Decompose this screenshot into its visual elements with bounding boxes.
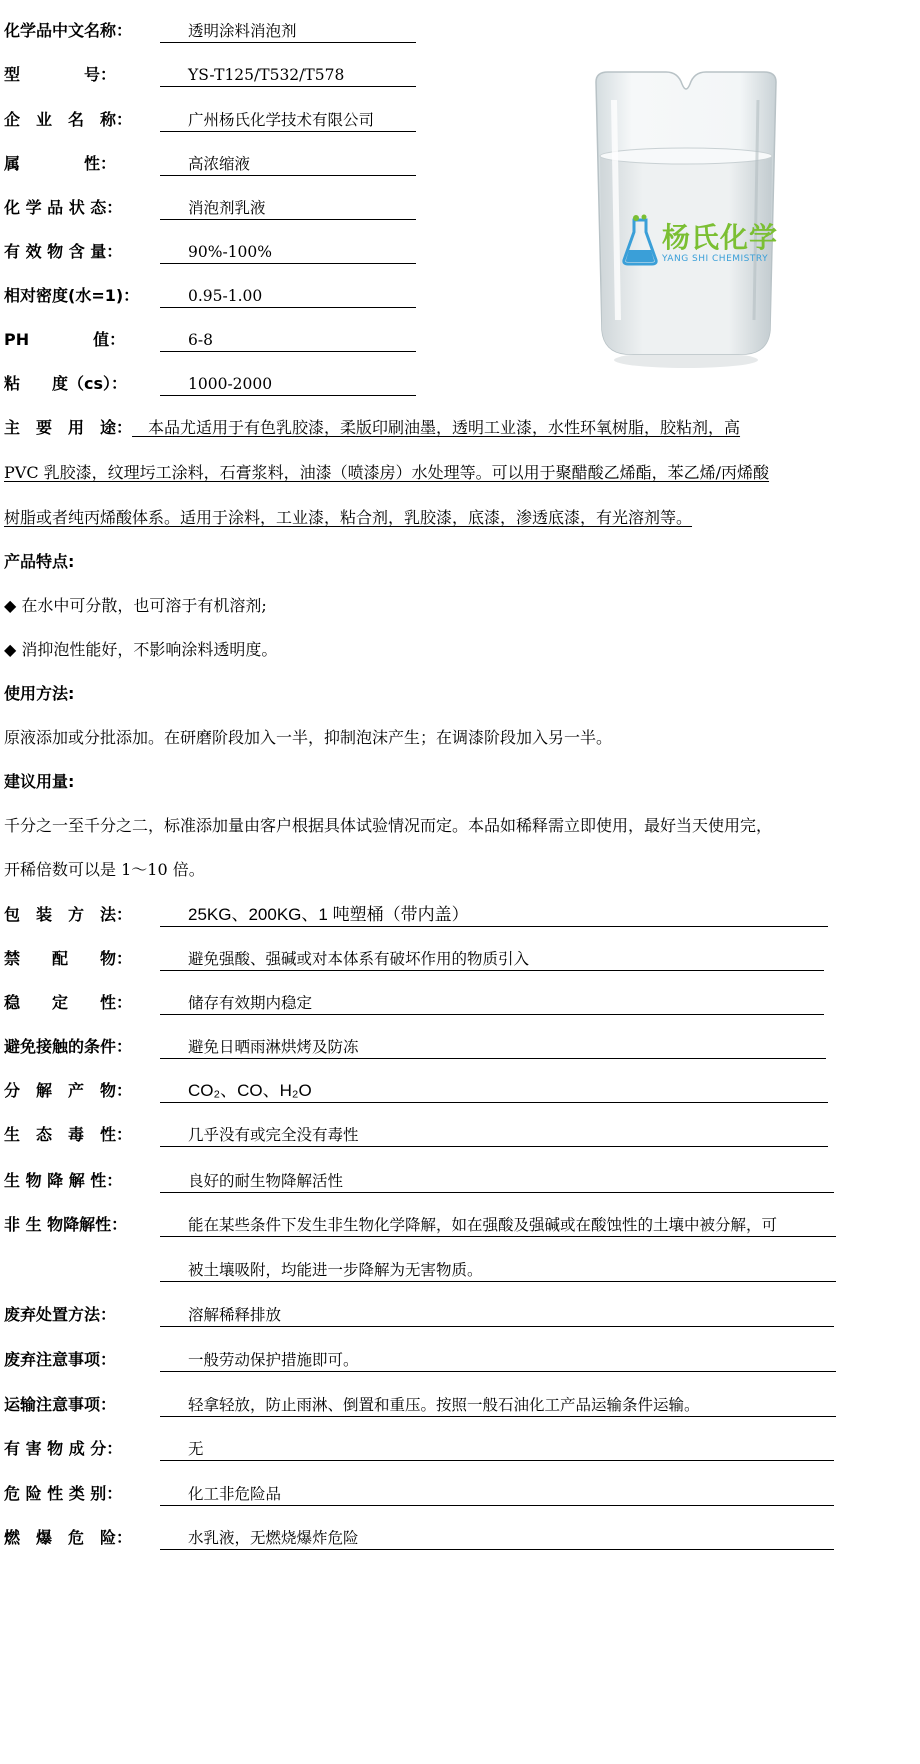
- usage-label: 主 要 用 途：: [4, 418, 133, 437]
- feature-text: 在水中可分散，也可溶于有机溶剂;: [21, 596, 267, 615]
- field-value: 无: [160, 1439, 834, 1461]
- field-value: 广州杨氏化学技术有限公司: [160, 110, 416, 132]
- feature-item: ◆ 消抑泡性能好，不影响涂料透明度。: [4, 640, 278, 659]
- field-value: 25KG、200KG、1 吨塑桶（带内盖）: [160, 905, 828, 927]
- brand-logo: [622, 212, 782, 272]
- field-value: 避免日晒雨淋烘烤及防冻: [160, 1037, 826, 1059]
- field-label: 分 解 产 物：: [4, 1081, 133, 1100]
- field-value: 消泡剂乳液: [160, 198, 416, 220]
- field-value: 一般劳动保护措施即可。: [160, 1350, 836, 1372]
- field-value: 水乳液，无燃烧爆炸危险: [160, 1528, 834, 1550]
- field-value: 高浓缩液: [160, 154, 416, 176]
- field-value: 1000-2000: [160, 374, 416, 396]
- field-value: 溶解稀释排放: [160, 1305, 834, 1327]
- row-active-content: [4, 242, 273, 262]
- logo-name: 杨氏化学: [662, 221, 779, 254]
- field-label: 废弃处置方法：: [4, 1305, 117, 1324]
- row-hazard-class: [4, 1484, 282, 1504]
- row-disposal: [4, 1305, 282, 1325]
- field-label: 粘 度（cs）：: [4, 374, 128, 393]
- usage-line-1: [4, 418, 740, 438]
- field-label: 包 装 方 法：: [4, 905, 133, 924]
- method-title: 使用方法:: [4, 684, 75, 703]
- row-ecotoxicity: [4, 1125, 359, 1145]
- field-label: 化 学 品 状 态：: [4, 198, 123, 217]
- field-label: 燃 爆 危 险：: [4, 1528, 133, 1547]
- row-incompatible: [4, 949, 530, 969]
- field-label: 稳 定 性：: [4, 993, 133, 1012]
- dosage-title: 建议用量:: [4, 772, 75, 791]
- field-label: 相对密度(水=1)：: [4, 286, 140, 305]
- field-label: 化学品中文名称：: [4, 21, 133, 40]
- field-label: 避免接触的条件：: [4, 1037, 133, 1056]
- field-value: 透明涂料消泡剂: [160, 21, 416, 43]
- field-label: 生 物 降 解 性：: [4, 1171, 123, 1190]
- row-ph: [4, 330, 213, 350]
- row-company: [4, 110, 375, 130]
- field-value: 0.95-1.00: [160, 286, 416, 308]
- row-packaging: [4, 905, 469, 925]
- usage-text-2: PVC 乳胶漆，纹理圬工涂料，石膏浆料，油漆（喷漆房）水处理等。可以用于聚醋酸乙烯酯，苯乙烯/丙烯酸: [4, 463, 770, 482]
- field-label: 企 业 名 称：: [4, 110, 133, 129]
- row-disposal-notes: [4, 1350, 359, 1370]
- field-value: 良好的耐生物降解活性: [160, 1171, 834, 1193]
- row-fire-explosion: [4, 1528, 359, 1548]
- field-label: 非 生 物降解性：: [4, 1215, 128, 1234]
- feature-item: ◆ 在水中可分散，也可溶于有机溶剂;: [4, 596, 267, 615]
- row-hazardous-components: [4, 1439, 204, 1459]
- field-value: 轻拿轻放，防止雨淋、倒置和重压。按照一般石油化工产品运输条件运输。: [160, 1395, 836, 1417]
- field-value: 几乎没有或完全没有毒性: [160, 1125, 828, 1147]
- field-label: 生 态 毒 性：: [4, 1125, 133, 1144]
- field-value: 储存有效期内稳定: [160, 993, 824, 1015]
- row-property: [4, 154, 251, 174]
- row-decomposition: [4, 1081, 312, 1101]
- field-label: 型 号：: [4, 65, 117, 84]
- field-value: 化工非危险品: [160, 1484, 834, 1506]
- features-title: 产品特点:: [4, 552, 75, 571]
- method-text: 原液添加或分批添加。在研磨阶段加入一半，抑制泡沫产生；在调漆阶段加入另一半。: [4, 728, 613, 747]
- field-label: PH 值：: [4, 330, 126, 349]
- dosage-text-1: 千分之一至千分之二，标准添加量由客户根据具体试验情况而定。本品如稀释需立即使用，最好当天使用完，: [4, 816, 773, 835]
- field-label: 运输注意事项：: [4, 1395, 117, 1414]
- dosage-text-2: 开稀倍数可以是 1～10 倍。: [4, 860, 205, 879]
- usage-text-1: 本品尤适用于有色乳胶漆，柔版印刷油墨，透明工业漆，水性环氧树脂，胶粘剂，高: [132, 418, 741, 437]
- field-label: 危 险 性 类 别：: [4, 1484, 123, 1503]
- logo-subtitle: YANG SHI CHEMISTRY: [662, 254, 769, 264]
- field-value: YS-T125/T532/T578: [160, 65, 416, 87]
- row-model: [4, 65, 345, 85]
- row-density: [4, 286, 263, 306]
- usage-text-3: 树脂或者纯丙烯酸体系。适用于涂料，工业漆，粘合剂，乳胶漆，底漆，渗透底漆，有光溶剂等。: [4, 508, 693, 527]
- row-abiotic-degradation: [4, 1215, 778, 1235]
- row-biodegradability: [4, 1171, 344, 1191]
- row-viscosity: [4, 374, 273, 394]
- row-transport-notes: [4, 1395, 700, 1415]
- field-value: CO₂、CO、H₂O: [160, 1081, 828, 1103]
- field-value: 能在某些条件下发生非生物化学降解，如在强酸及强碱或在酸蚀性的土壤中被分解，可: [160, 1215, 836, 1237]
- field-value: 90%-100%: [160, 242, 416, 264]
- field-value: 6-8: [160, 330, 416, 352]
- flask-icon: [622, 214, 658, 266]
- field-value: 被土壤吸附，均能进一步降解为无害物质。: [160, 1260, 836, 1282]
- field-label: 有 害 物 成 分：: [4, 1439, 123, 1458]
- field-label: 禁 配 物：: [4, 949, 133, 968]
- row-state: [4, 198, 266, 218]
- field-label: 废弃注意事项：: [4, 1350, 117, 1369]
- feature-text: 消抑泡性能好，不影响涂料透明度。: [21, 640, 278, 659]
- field-label: 有 效 物 含 量：: [4, 242, 123, 261]
- row-chemical-name: [4, 21, 297, 41]
- field-label: 属 性：: [4, 154, 117, 173]
- row-avoid-conditions: [4, 1037, 359, 1057]
- row-stability: [4, 993, 313, 1013]
- field-value: 避免强酸、强碱或对本体系有破坏作用的物质引入: [160, 949, 824, 971]
